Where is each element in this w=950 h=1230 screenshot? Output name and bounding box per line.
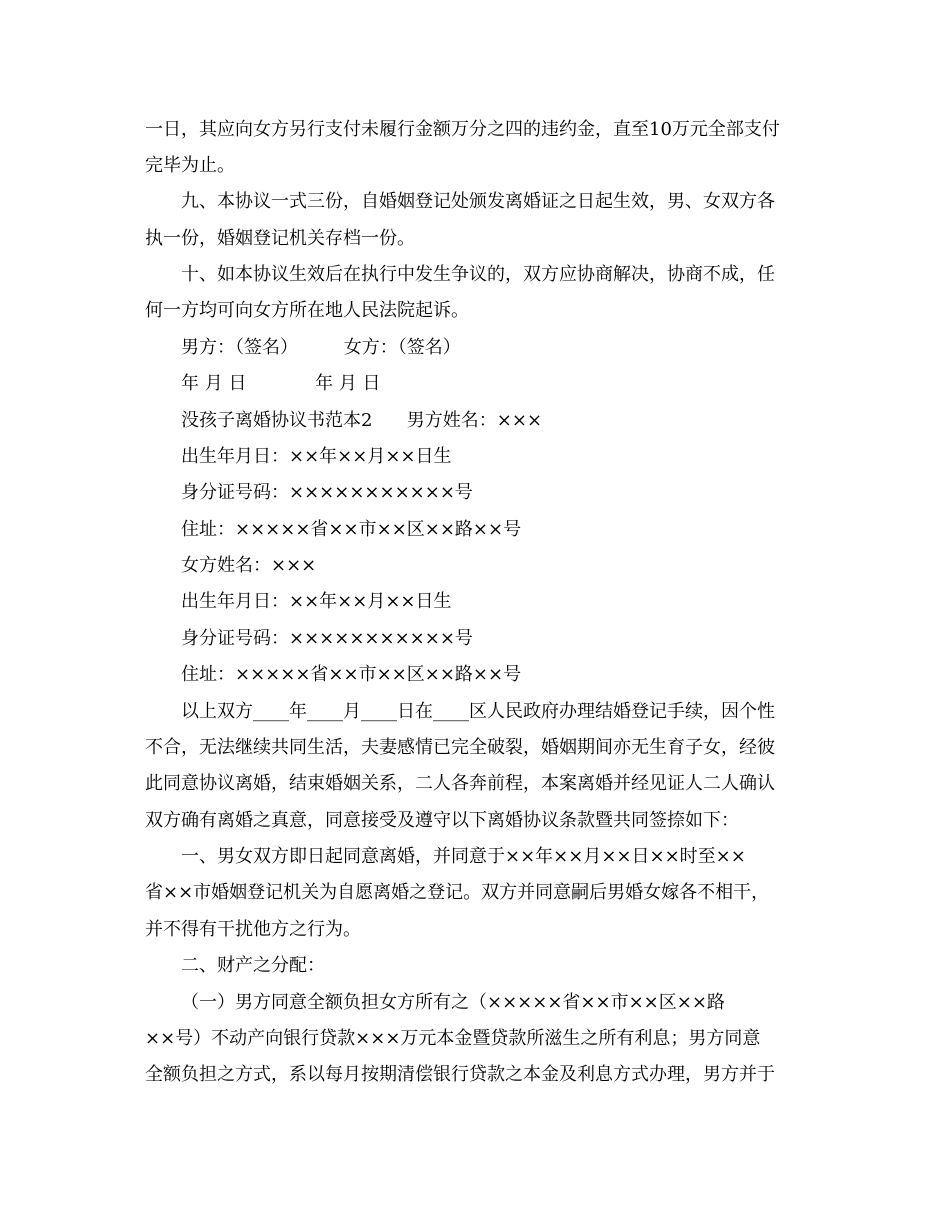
text-line: 一、男女双方即日起同意离婚，并同意于××年××月××日××时至×× xyxy=(181,846,746,867)
text-line: 出生年月日：××年××月××日生 xyxy=(181,591,452,612)
signature-line: 男方：（签名） 女方：（签名） xyxy=(181,337,461,358)
text-line: 女方姓名：××× xyxy=(181,555,317,576)
text-line: 不合，无法继续共同生活，夫妻感情已完全破裂，婚姻期间亦无生育子女，经彼 xyxy=(145,737,775,758)
text-line: 身分证号码：×××××××××××号 xyxy=(181,628,473,649)
text-line: 一日，其应向女方另行支付未履行金额万分之四的违约金，直至10万元全部支付 xyxy=(145,119,780,140)
text-line: 完毕为止。 xyxy=(145,155,235,176)
text-line: （一）男方同意全额负担女方所有之（×××××省××市××区××路 xyxy=(181,992,725,1013)
text-line: 以上双方____年____月____日在____区人民政府办理结婚登记手续，因个性 xyxy=(181,701,775,722)
text-line: 十、如本协议生效后在执行中发生争议的，双方应协商解决，协商不成，任 xyxy=(181,264,775,285)
text-line: 二、财产之分配： xyxy=(181,955,325,976)
text-line: 身分证号码：×××××××××××号 xyxy=(181,482,473,503)
text-line: 九、本协议一式三份，自婚姻登记处颁发离婚证之日起生效，男、女双方各 xyxy=(181,191,775,212)
text-line: 执一份，婚姻登记机关存档一份。 xyxy=(145,228,415,249)
text-line: 全额负担之方式，系以每月按期清偿银行贷款之本金及利息方式办理，男方并于 xyxy=(145,1064,775,1085)
text-line: 住址：×××××省××市××区××路××号 xyxy=(181,519,522,540)
text-line: 并不得有干扰他方之行为。 xyxy=(145,919,361,940)
text-line: ××号）不动产向银行贷款×××万元本金暨贷款所滋生之所有利息；男方同意 xyxy=(145,1028,761,1049)
text-line: 省××市婚姻登记机关为自愿离婚之登记。双方并同意嗣后男婚女嫁各不相干， xyxy=(145,882,770,903)
text-line: 此同意协议离婚，结束婚姻关系，二人各奔前程，本案离婚并经见证人二人确认 xyxy=(145,773,775,794)
text-line: 没孩子离婚协议书范本2 男方姓名：××× xyxy=(181,410,543,431)
text-line: 何一方均可向女方所在地人民法院起诉。 xyxy=(145,300,469,321)
text-line: 出生年月日：××年××月××日生 xyxy=(181,446,452,467)
text-line: 双方确有离婚之真意，同意接受及遵守以下离婚协议条款暨共同签捺如下： xyxy=(145,810,739,831)
text-line: 住址：×××××省××市××区××路××号 xyxy=(181,664,522,685)
date-line: 年 月 日 年 月 日 xyxy=(181,373,381,394)
